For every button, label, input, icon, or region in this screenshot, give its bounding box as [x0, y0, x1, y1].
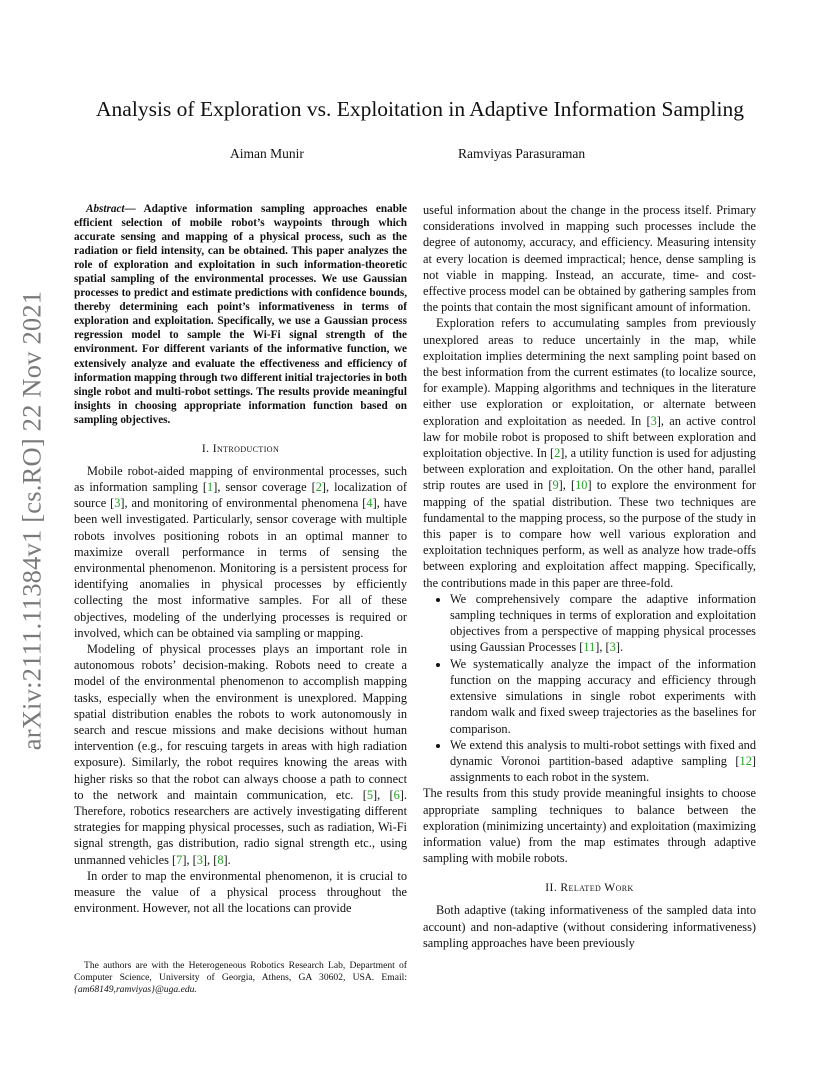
contributions-list [423, 591, 756, 785]
right-column [423, 202, 756, 951]
affiliation-footnote: The authors are with the Heterogeneous Robotics Research Lab, Department of Computer Science, University of Georgia, Athens, GA 30602, USA. Email: {am68149,ramviyas}@uga.edu. [74, 960, 407, 995]
citation-link[interactable]: 10 [575, 478, 588, 493]
related-work-paragraph: Both adaptive (taking informativeness of the sampled data into account) and non-adaptive (without considering informativeness) sampling approaches have been previously [423, 903, 756, 950]
citation-link[interactable]: 3 [650, 413, 657, 428]
citation-link[interactable]: 9 [552, 478, 559, 493]
citation-link[interactable]: 2 [315, 479, 322, 494]
intro-paragraph-6: The results from this study provide meaningful insights to choose appropriate sampling techniques to balance between the exploration (minimizing uncertainty) and exploitation (maximizing information value) from the map estimates through adaptive sampling with mobile robots. [423, 786, 756, 866]
contribution-item: • We comprehensively compare the adaptive information sampling techniques in terms of exploration and exploitation objectives from a perspective of mapping physical processes using Gaussian Processes [11], [3]. [450, 591, 756, 656]
citation-link[interactable]: 11 [583, 640, 596, 655]
abstract-lead: Abstract [86, 203, 125, 215]
citation-link[interactable]: 3 [609, 640, 616, 655]
paper-title: Analysis of Exploration vs. Exploitation in Adaptive Information Sampling [96, 97, 744, 121]
citation-link[interactable]: 4 [366, 496, 373, 511]
intro-paragraph-1: Mobile robot-aided mapping of environmental processes, such as information sampling [1], sensor coverage [2], localization of source [3], and monitoring of environmental phenomena [4], have been well investigated. Particularly, sensor coverage with multiple robots involves positioning robots in an optimal manner to maximize overall performance in terms of sensing the environmental phenomenon. Monitoring is a persistent process for identifying anomalies in physical processes by efficiently collecting the most informative samples. For all of these objectives, modeling of the underlying processes is required or involved, which can be obtained via sampling or mapping. [74, 463, 407, 640]
related-work-heading: II. Related Work [545, 881, 634, 895]
arxiv-id-text: arXiv:2111.11384v1 [cs.RO] 22 Nov 2021 [16, 290, 47, 750]
arxiv-identifier [12, 280, 52, 760]
citation-link[interactable]: 5 [366, 787, 373, 802]
intro-paragraph-4: useful information about the change in the process itself. Primary considerations involved in mapping such processes include the degree of autonomy, accuracy, and efficiency. Measuring intensity at every location is deemed impractical; hence, dense sampling is not viable in mapping. Instead, an accurate, time- and cost-effective process model can be obtained by gathering samples from the points that contain the most significant amount of information. [423, 203, 756, 315]
intro-heading: I. Introduction [201, 441, 280, 455]
citation-link[interactable]: 3 [114, 496, 121, 511]
intro-paragraph-2: Modeling of physical processes plays an important role in autonomous robots’ decision-making. Robots need to create a model of the environmental phenomenon to accomplish mapping tasks, especially when the environment is unexplored. Mapping spatial distribution enables the robots to work autonomously in search and rescue missions and make decisions without human intervention (e.g., for rescuing targets in areas with high radiation exposure). Similarly, the robot requires knowing the areas with higher risks so that the robot can always choose a path to connect to the network and maintain communication, etc. [5], [6]. Therefore, robotics researchers are actively investigating different strategies for mapping physical processes, such as radiation, Wi-Fi signal strength, gas distribution, radio signal strength etc., using unmanned vehicles [7], [3], [8]. [74, 641, 407, 867]
author-1: Aiman Munir [230, 146, 304, 161]
citation-link[interactable]: 3 [196, 852, 203, 867]
abstract-text: — Adaptive information sampling approaches enable efficient selection of mobile robot’s waypoints through which accurate sensing and mapping of a physical process, such as the radiation or field intensity, can be obtained. This paper analyzes the role of exploration and exploitation in such information-theoretic spatial sampling of the environmental processes. We use Gaussian processes to predict and estimate predictions with confidence bounds, thereby determining each point’s informativeness in terms of exploration and exploitation. Specifically, we use a Gaussian process regression model to sample the Wi-Fi signal strength of the environment. For different variants of the informative function, we extensively analyze and evaluate the effectiveness and efficiency of information mapping through two different initial trajectories in both single robot and multi-robot settings. The results provide meaningful insights in choosing appropriate information function based on sampling objectives. [74, 203, 407, 426]
intro-paragraph-3: In order to map the environmental phenomenon, it is crucial to measure the value of a physical process throughout the environment. However, not all the locations can provide [74, 868, 407, 916]
contribution-item: • We systematically analyze the impact of the information function on the mapping accuracy and efficiency through extensive simulations in single robot experiments with random walk and fixed sweep trajectories as the baselines for comparison. [450, 656, 756, 737]
citation-link[interactable]: 12 [739, 753, 752, 768]
left-column [74, 202, 407, 916]
citation-link[interactable]: 2 [554, 446, 561, 461]
abstract [74, 202, 407, 427]
citation-link[interactable]: 8 [217, 852, 224, 867]
citation-link[interactable]: 7 [176, 852, 183, 867]
author-2: Ramviyas Parasuraman [458, 146, 586, 161]
citation-link[interactable]: 6 [393, 787, 400, 802]
author-email: {am68149,ramviyas}@uga.edu. [74, 984, 197, 995]
citation-link[interactable]: 1 [207, 479, 214, 494]
intro-paragraph-5: Exploration refers to accumulating samples from previously unexplored areas to reduce uncertainly in the map, while exploitation implies determining the next sampling point based on the best information from the current estimates (to localize source, for example). Mapping algorithms and techniques in the literature either use exploration or exploitation, or alternate between exploration and exploitation as needed. In [3], an active control law for mobile robot is proposed to shift between exploration and exploitation objective. In [2], a utility function is used for adjusting between exploration and exploitation. On the other hand, parallel strip routes are used in [9], [10] to explore the environment for mapping of the spatial distribution. These two techniques are fundamental to the mapping process, so the purpose of the study in this paper is to compare how well various exploration and exploitation techniques perform, as well as analyze how trade-offs between exploring and exploitation affect mapping. Specifically, the contributions made in this paper are three-fold. [423, 316, 756, 590]
contribution-item: • We extend this analysis to multi-robot settings with fixed and dynamic Voronoi partition-based adaptive sampling [12] assignments to each robot in the system. [450, 737, 756, 786]
